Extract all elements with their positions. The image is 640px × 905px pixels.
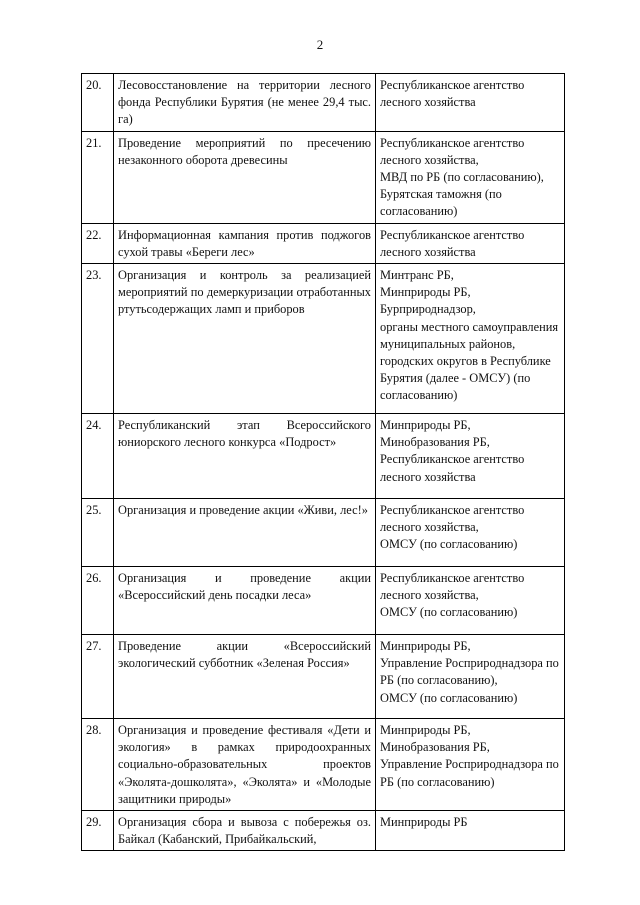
table-row	[82, 499, 565, 567]
responsible-cell: Республиканское агентство лесного хозяйства, МВД по РБ (по согласованию), Бурятская таможня (по согласованию)	[376, 131, 565, 223]
responsible-cell: Республиканское агентство лесного хозяйства, ОМСУ (по согласованию)	[376, 499, 565, 567]
responsible-cell: Минприроды РБ, Минобразования РБ, Республиканское агентство лесного хозяйства	[376, 414, 565, 499]
row-number: 20.	[82, 74, 114, 132]
event-cell: Лесовосстановление на территории лесного фонда Республики Бурятия (не менее 29,4 тыс. га)	[114, 74, 376, 132]
event-cell: Республиканский этап Всероссийского юниорского лесного конкурса «Подрост»	[114, 414, 376, 499]
event-cell: Организация и проведение акции «Всероссийский день посадки леса»	[114, 567, 376, 635]
responsible-cell: Минприроды РБ, Управление Росприроднадзора по РБ (по согласованию), ОМСУ (по согласованию)	[376, 635, 565, 719]
table-row	[82, 264, 565, 414]
row-number: 25.	[82, 499, 114, 567]
table-row	[82, 567, 565, 635]
row-number: 29.	[82, 811, 114, 851]
events-table	[81, 73, 565, 851]
event-cell: Организация и проведение акции «Живи, лес!»	[114, 499, 376, 567]
event-cell: Проведение акции «Всероссийский экологический субботник «Зеленая Россия»	[114, 635, 376, 719]
table-row	[82, 635, 565, 719]
row-number: 26.	[82, 567, 114, 635]
event-cell: Информационная кампания против поджогов сухой травы «Береги лес»	[114, 223, 376, 263]
table-row	[82, 811, 565, 851]
event-cell: Проведение мероприятий по пресечению незаконного оборота древесины	[114, 131, 376, 223]
row-number: 22.	[82, 223, 114, 263]
table-row	[82, 223, 565, 263]
table-row	[82, 131, 565, 223]
row-number: 24.	[82, 414, 114, 499]
event-cell: Организация сбора и вывоза с побережья оз. Байкал (Кабанский, Прибайкальский,	[114, 811, 376, 851]
event-cell: Организация и проведение фестиваля «Дети и экология» в рамках природоохранных социально-образовательных проектов «Эколята-дошколята», «Эколята» и «Молодые защитники природы»	[114, 719, 376, 811]
responsible-cell: Республиканское агентство лесного хозяйства	[376, 74, 565, 132]
responsible-cell: Республиканское агентство лесного хозяйства, ОМСУ (по согласованию)	[376, 567, 565, 635]
table-row	[82, 74, 565, 132]
row-number: 27.	[82, 635, 114, 719]
table-row	[82, 414, 565, 499]
responsible-cell: Минприроды РБ	[376, 811, 565, 851]
responsible-cell: Республиканское агентство лесного хозяйства	[376, 223, 565, 263]
row-number: 23.	[82, 264, 114, 414]
page-number: 2	[316, 37, 324, 52]
event-cell: Организация и контроль за реализацией мероприятий по демеркуризации отработанных ртутьсодержащих ламп и приборов	[114, 264, 376, 414]
table-row	[82, 719, 565, 811]
responsible-cell: Минприроды РБ, Минобразования РБ, Управление Росприроднадзора по РБ (по согласованию)	[376, 719, 565, 811]
row-number: 21.	[82, 131, 114, 223]
row-number: 28.	[82, 719, 114, 811]
responsible-cell: Минтранс РБ, Минприроды РБ, Бурприроднадзор, органы местного самоуправления муниципальных районов, городских округов в Республике Бурятия (далее - ОМСУ) (по согласованию)	[376, 264, 565, 414]
